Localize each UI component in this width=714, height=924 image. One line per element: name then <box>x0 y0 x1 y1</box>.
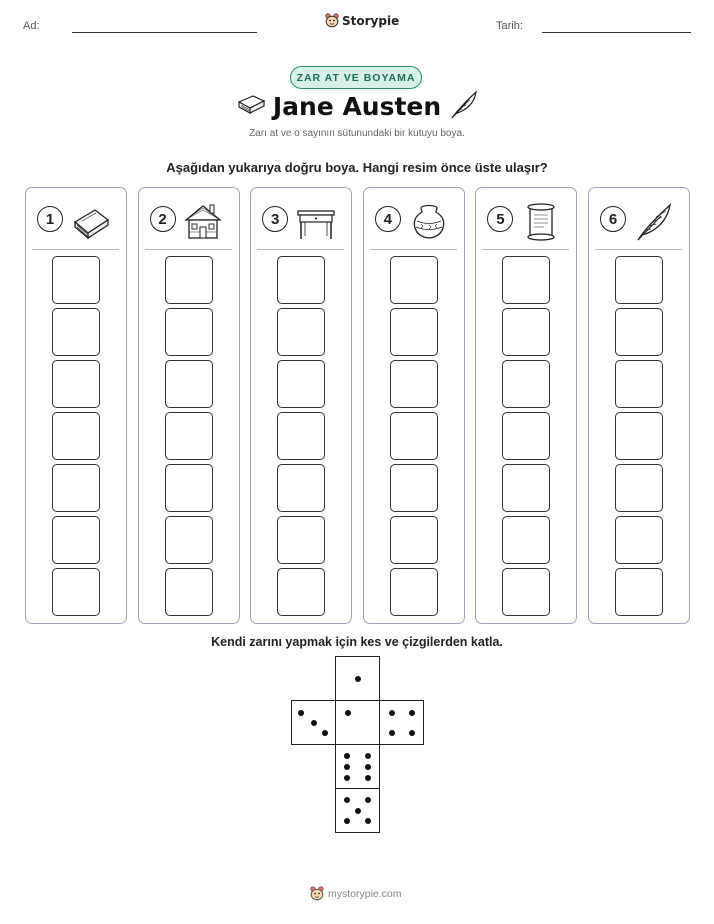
color-box[interactable] <box>390 464 438 512</box>
pip <box>365 775 371 781</box>
pip <box>298 710 304 716</box>
column-2 <box>138 187 240 624</box>
color-box[interactable] <box>502 256 550 304</box>
pip <box>389 710 395 716</box>
color-box[interactable] <box>390 412 438 460</box>
color-box[interactable] <box>165 568 213 616</box>
column-number: 5 <box>487 206 513 232</box>
color-box[interactable] <box>165 516 213 564</box>
color-box[interactable] <box>165 412 213 460</box>
footer-url: mystorypie.com <box>328 887 402 900</box>
color-box[interactable] <box>390 256 438 304</box>
writing-desk-icon <box>295 202 337 242</box>
color-box[interactable] <box>615 360 663 408</box>
pip <box>355 676 361 682</box>
color-box[interactable] <box>390 308 438 356</box>
pip <box>322 730 328 736</box>
color-box[interactable] <box>390 568 438 616</box>
column-number: 4 <box>375 206 401 232</box>
color-box[interactable] <box>52 464 100 512</box>
footer <box>310 886 402 901</box>
brand-name: Storypie <box>342 13 400 28</box>
pip <box>365 797 371 803</box>
page-title: Jane Austen <box>272 92 442 121</box>
color-box[interactable] <box>165 256 213 304</box>
activity-badge: ZAR AT VE BOYAMA <box>290 66 422 89</box>
color-box[interactable] <box>502 412 550 460</box>
instruction-text: Aşağıdan yukarıya doğru boya. Hangi resim önce üste ulaşır? <box>166 160 548 175</box>
pip <box>345 710 351 716</box>
color-box[interactable] <box>52 256 100 304</box>
die-face-5 <box>335 788 380 833</box>
column-6 <box>588 187 690 624</box>
color-box[interactable] <box>277 256 325 304</box>
color-box[interactable] <box>615 516 663 564</box>
color-box[interactable] <box>390 360 438 408</box>
color-box[interactable] <box>502 568 550 616</box>
color-box[interactable] <box>277 308 325 356</box>
color-box[interactable] <box>502 308 550 356</box>
pip <box>344 753 350 759</box>
die-face-6 <box>335 744 380 789</box>
die-face-1 <box>335 656 380 701</box>
color-box[interactable] <box>277 464 325 512</box>
color-box[interactable] <box>615 568 663 616</box>
pip <box>311 720 317 726</box>
column-5 <box>475 187 577 624</box>
pip <box>355 808 361 814</box>
date-line <box>542 32 691 33</box>
color-box[interactable] <box>502 516 550 564</box>
color-box[interactable] <box>615 308 663 356</box>
color-box[interactable] <box>165 360 213 408</box>
name-label: Ad: <box>23 20 40 32</box>
column-4 <box>363 187 465 624</box>
pip <box>344 775 350 781</box>
pip <box>365 764 371 770</box>
color-box[interactable] <box>52 568 100 616</box>
die-face-3 <box>291 700 336 745</box>
die-face-1-center <box>335 700 380 745</box>
color-box[interactable] <box>277 516 325 564</box>
cottage-icon <box>183 202 225 242</box>
book-icon <box>70 202 112 242</box>
pip <box>409 710 415 716</box>
name-line <box>72 32 257 33</box>
color-box[interactable] <box>277 568 325 616</box>
color-box[interactable] <box>502 464 550 512</box>
pip <box>365 753 371 759</box>
column-number: 1 <box>37 206 63 232</box>
color-box[interactable] <box>502 360 550 408</box>
color-box[interactable] <box>615 412 663 460</box>
color-box[interactable] <box>615 464 663 512</box>
subtitle: Zarı at ve o sayının sütunundaki bir kutuyu boya. <box>249 128 465 139</box>
pip <box>365 818 371 824</box>
color-box[interactable] <box>277 360 325 408</box>
column-number: 2 <box>150 206 176 232</box>
quill-feather-icon <box>633 202 675 242</box>
scroll-icon <box>520 202 562 242</box>
color-box[interactable] <box>277 412 325 460</box>
cut-instruction: Kendi zarını yapmak için kes ve çizgilerden katla. <box>211 635 503 649</box>
column-1 <box>25 187 127 624</box>
color-box[interactable] <box>615 256 663 304</box>
pip <box>344 797 350 803</box>
die-face-4 <box>379 700 424 745</box>
pie-mascot-icon <box>325 13 339 28</box>
date-label: Tarih: <box>496 20 523 32</box>
color-box[interactable] <box>52 516 100 564</box>
color-box[interactable] <box>52 412 100 460</box>
pip <box>389 730 395 736</box>
color-box[interactable] <box>165 464 213 512</box>
column-number: 6 <box>600 206 626 232</box>
brand-logo <box>325 13 399 28</box>
race-columns <box>25 187 690 624</box>
pip <box>344 764 350 770</box>
column-number: 3 <box>262 206 288 232</box>
color-box[interactable] <box>165 308 213 356</box>
color-box[interactable] <box>390 516 438 564</box>
pip <box>409 730 415 736</box>
color-box[interactable] <box>52 308 100 356</box>
color-box[interactable] <box>52 360 100 408</box>
column-3 <box>250 187 352 624</box>
quill-feather-icon <box>448 89 480 121</box>
pie-mascot-icon <box>310 886 324 901</box>
pip <box>344 818 350 824</box>
teapot-vase-icon <box>408 202 450 242</box>
